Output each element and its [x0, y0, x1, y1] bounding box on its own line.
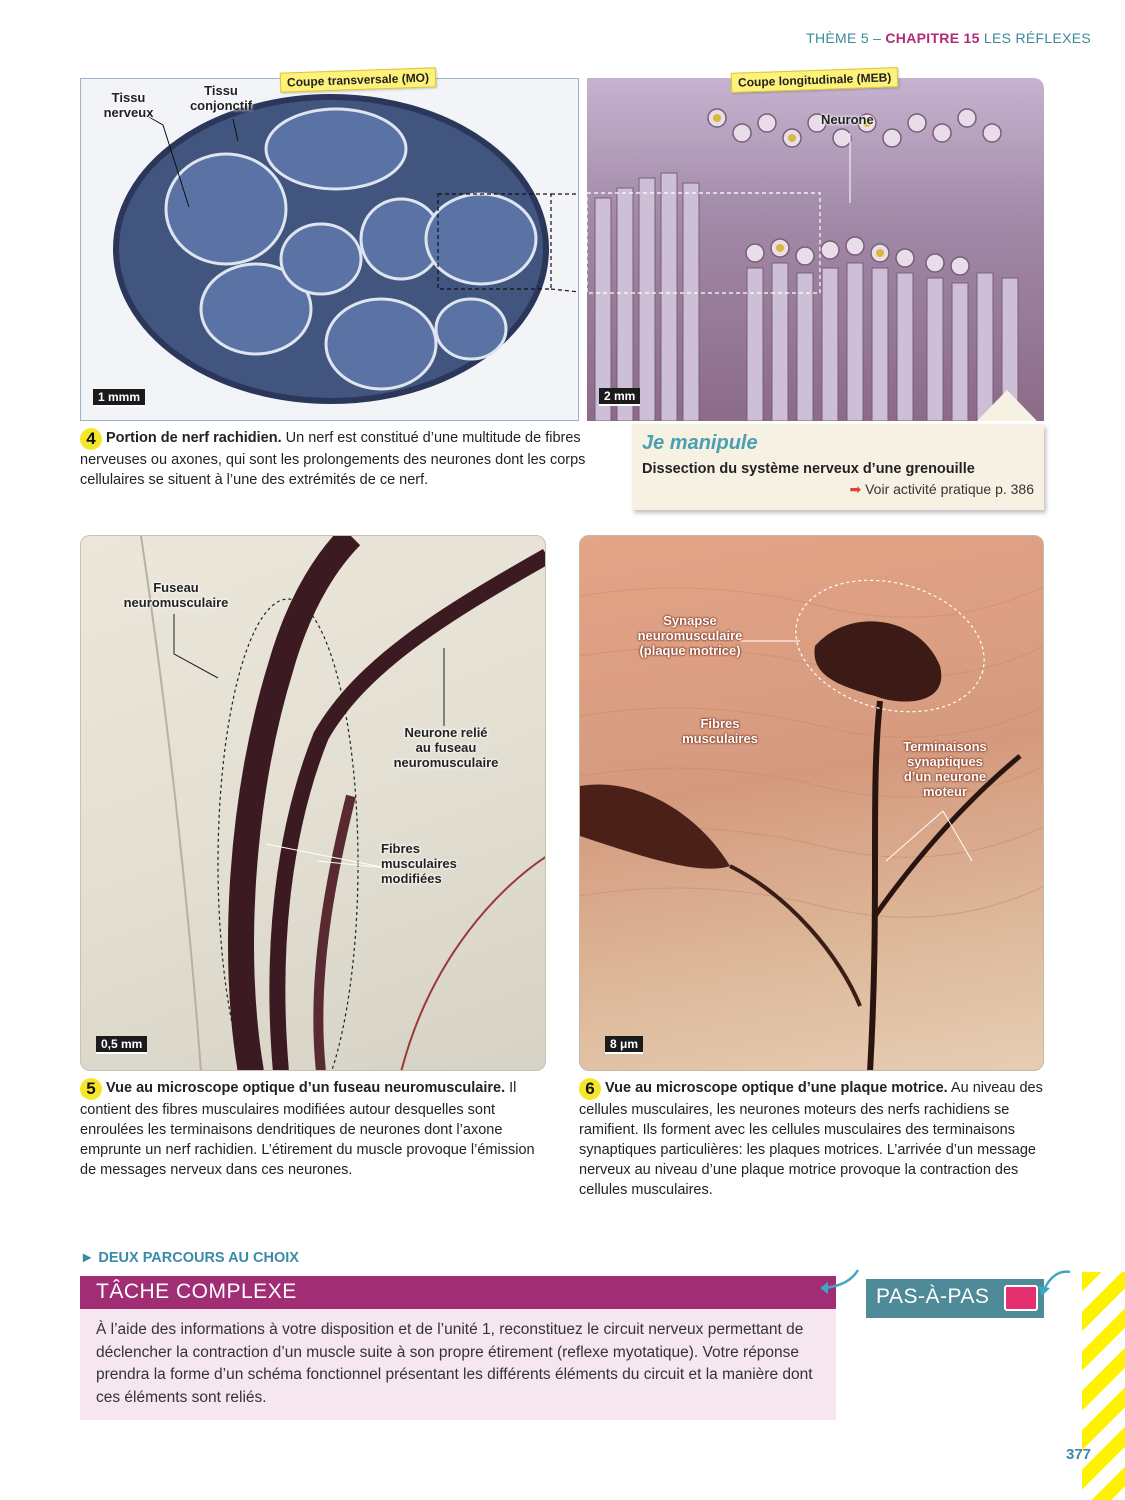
caption-fig6-text: Au niveau des cellules musculaires, les neurones moteurs des nerfs rachidiens se ramifient. Ils forment avec les cellules musculaires des terminaisons synaptiques particulières: les plaques motrices. L’arrivée d’un message nerveux au niveau d’une plaque motrice provoque la contraction des cellules musculaires. — [579, 1080, 1043, 1198]
caption-fig4-title: Portion de nerf rachidien. — [106, 430, 282, 446]
activite-pratique-link[interactable]: Voir activité pratique p. 386 — [865, 481, 1034, 497]
scale-bar-fig5: 0,5 mm — [96, 1036, 147, 1054]
label-fibres-modifiees: Fibres musculaires modifiées — [381, 841, 457, 886]
fig5-fuseau-image — [80, 535, 546, 1071]
je-manipule-box — [632, 424, 1044, 510]
arrow-icon: ➡ — [849, 481, 862, 497]
header-title: LES RÉFLEXES — [979, 30, 1091, 46]
caption-fig4 — [80, 428, 610, 490]
figure-number-6: 6 — [579, 1078, 601, 1100]
fig4-longitudinal-image — [587, 78, 1044, 421]
fuseau-drawing — [81, 536, 546, 1071]
je-manipule-subtitle: Dissection du système nerveux d’une grenouille — [642, 461, 975, 477]
tag-coupe-transversale: Coupe transversale (MO) — [280, 67, 437, 92]
label-tissu-nerveux: Tissu nerveux — [103, 90, 154, 120]
figure-number-5: 5 — [80, 1078, 102, 1100]
label-synapse-neuromusculaire: Synapse neuromusculaire (plaque motrice) — [637, 613, 743, 658]
label-tissu-conjonctif: Tissu conjonctif — [189, 83, 253, 113]
caption-fig6-title: Vue au microscope optique d’une plaque motrice. — [605, 1080, 948, 1096]
tache-complexe-body: À l’aide des informations à votre disposition et de l’unité 1, reconstituez le circuit nerveux permettant de déclencher la contraction d’un muscle suite à son propre étirement (reflexe myotatique). Votre réponse prendra la forme d’un schéma fonctionnel présentant les différents éléments du circuit et la manière dont ces éléments sont reliés. — [80, 1309, 836, 1420]
caption-fig5-title: Vue au microscope optique d’un fuseau neuromusculaire. — [106, 1080, 506, 1096]
caption-fig6 — [579, 1078, 1044, 1200]
label-fuseau-neuromusculaire: Fuseau neuromusculaire — [123, 580, 229, 610]
je-manipule-title: Je manipule — [642, 432, 758, 454]
label-fibres-musculaires: Fibres musculaires — [682, 716, 758, 746]
tag-coupe-longitudinale: Coupe longitudinale (MEB) — [731, 67, 899, 93]
fig4-transverse-image — [80, 78, 579, 421]
page-number: 377 — [1066, 1446, 1092, 1463]
nerve-cross-section-drawing — [81, 79, 579, 421]
tache-complexe-title: TÂCHE COMPLEXE — [80, 1276, 836, 1309]
caption-fig5-text: Il contient des fibres musculaires modifiées autour desquelles sont enroulées les terminaisons dendritiques de neurones dont l’axone emprunte un nerf rachidien. L’étirement du muscle provoque l’émission de messages nerveux dans ces neurones. — [80, 1080, 535, 1178]
caption-fig4-text: Un nerf est constitué d’une multitude de fibres nerveuses ou axones, qui sont les prolongements des neurones dont les corps cellulaires se situent à l’une des extrémités de ce nerf. — [80, 430, 586, 488]
decorative-stripes — [1082, 1272, 1125, 1500]
curved-arrow-icon — [818, 1266, 862, 1300]
caption-fig5 — [80, 1078, 540, 1180]
running-header — [806, 30, 1091, 46]
scale-bar-fig4-left: 1 mmm — [93, 389, 145, 407]
pas-a-pas-label: PAS-À-PAS — [876, 1285, 990, 1308]
curved-arrow-icon-right — [1030, 1266, 1074, 1300]
label-terminaisons-synaptiques: Terminaisons synaptiques d’un neurone moteur — [903, 739, 987, 799]
header-theme: THÈME 5 – — [806, 30, 886, 46]
deux-parcours-heading: ► DEUX PARCOURS AU CHOIX — [80, 1250, 299, 1266]
nerve-fibers-drawing — [587, 78, 1044, 421]
fig6-plaque-image — [579, 535, 1044, 1071]
pas-a-pas-button[interactable] — [866, 1279, 1044, 1318]
figure-number-4: 4 — [80, 428, 102, 450]
header-chapter: CHAPITRE 15 — [885, 30, 980, 46]
scale-bar-fig4-right: 2 mm — [599, 388, 640, 406]
label-neurone-meb: Neurone — [821, 112, 874, 127]
scale-bar-fig6: 8 μm — [605, 1036, 643, 1054]
label-neurone-relie: Neurone relié au fuseau neuromusculaire — [393, 725, 499, 770]
